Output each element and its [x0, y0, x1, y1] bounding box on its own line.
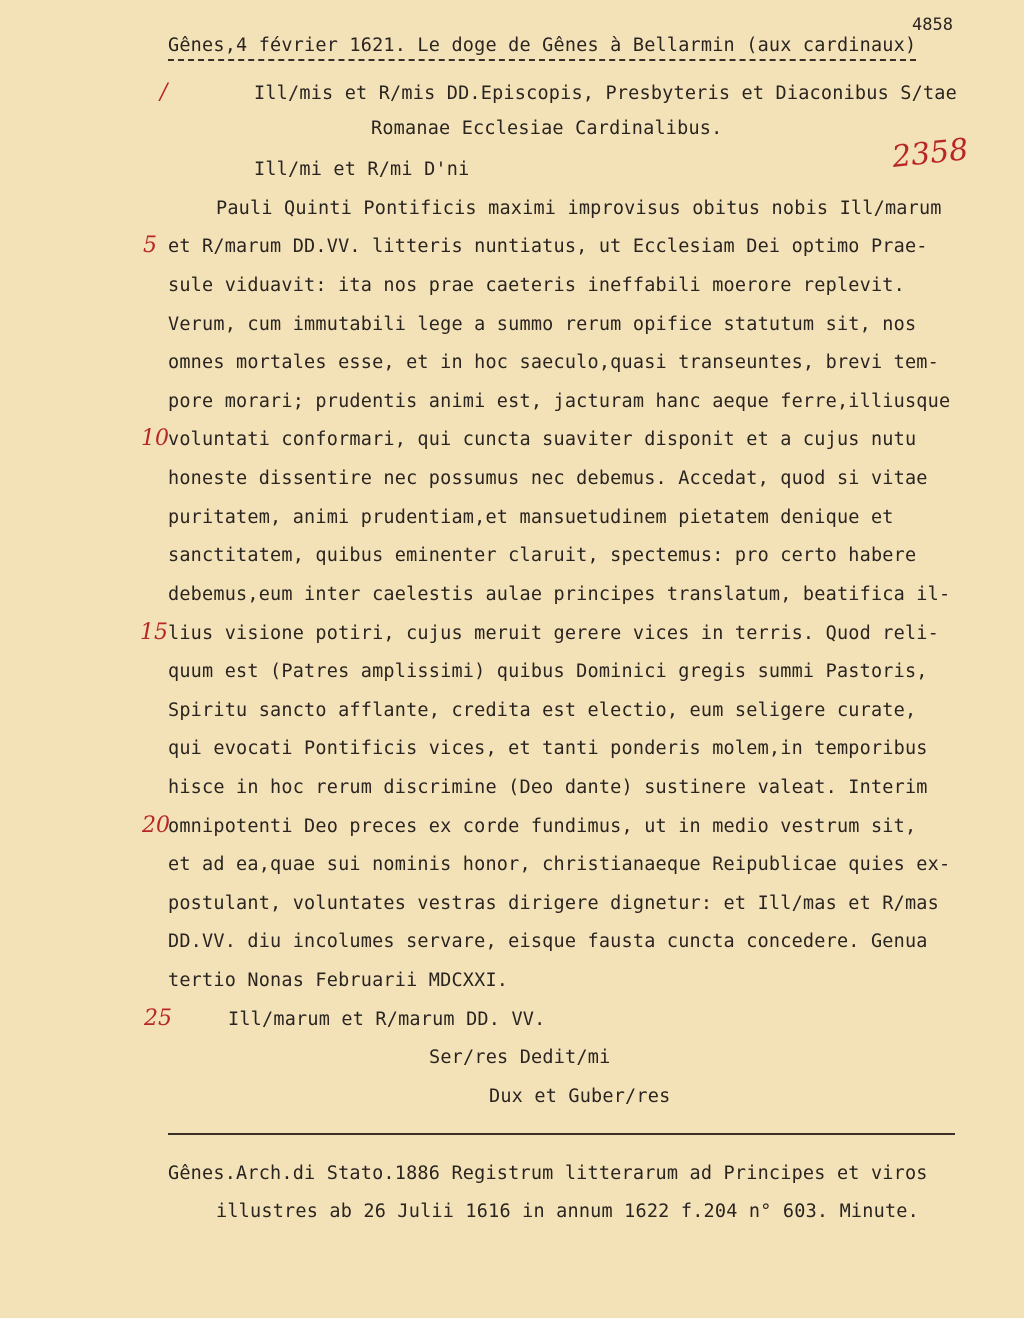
margin-number: /	[160, 80, 168, 105]
body-line: DD.VV. diu incolumes servare, eisque fausta cuncta concedere. Genua	[168, 931, 928, 952]
document-header: Gênes,4 février 1621. Le doge de Gênes à Bellarmin (aux cardinaux)	[168, 34, 916, 61]
body-line: quum est (Patres amplissimi) quibus Dominici gregis summi Pastoris,	[168, 661, 928, 682]
divider-rule	[168, 1133, 955, 1135]
body-line: sanctitatem, quibus eminenter claruit, spectemus: pro certo habere	[168, 545, 917, 566]
margin-number: 20	[142, 813, 170, 838]
margin-number: 5	[143, 233, 157, 258]
body-line: et R/marum DD.VV. litteris nuntiatus, ut Ecclesiam Dei optimo Prae-	[168, 236, 928, 257]
body-line: qui evocati Pontificis vices, et tanti ponderis molem,in temporibus	[168, 738, 928, 759]
signature-line: Dux et Guber/res	[489, 1086, 671, 1107]
salutation: Ill/mi et R/mi D'ni	[254, 159, 470, 180]
body-line: tertio Nonas Februarii MDCXXI.	[168, 970, 509, 991]
body-line: et ad ea,quae sui nominis honor, christianaeque Reipublicae quies ex-	[168, 854, 951, 875]
handwritten-number: 2358	[890, 132, 970, 175]
body-line: sule viduavit: ita nos prae caeteris ineffabili moerore replevit.	[168, 275, 905, 296]
body-line: voluntati conformari, qui cuncta suaviter disponit et a cujus nutu	[168, 429, 917, 450]
margin-number: 25	[144, 1006, 172, 1031]
source-note-line: illustres ab 26 Julii 1616 in annum 1622 f.204 n° 603. Minute.	[216, 1201, 919, 1222]
body-line: omnipotenti Deo preces ex corde fundimus, ut in medio vestrum sit,	[168, 816, 917, 837]
signature-line: Ser/res Dedit/mi	[429, 1047, 611, 1068]
address-line: Romanae Ecclesiae Cardinalibus.	[371, 118, 723, 139]
body-line: postulant, voluntates vestras dirigere dignetur: et Ill/mas et R/mas	[168, 893, 939, 914]
body-line: puritatem, animi prudentiam,et mansuetudinem pietatem denique et	[168, 507, 894, 528]
body-line: lius visione potiri, cujus meruit gerere vices in terris. Quod reli-	[168, 623, 939, 644]
source-note-line: Gênes.Arch.di Stato.1886 Registrum litterarum ad Principes et viros	[168, 1163, 928, 1184]
body-line: debemus,eum inter caelestis aulae principes translatum, beatifica il-	[168, 584, 951, 605]
body-line: hisce in hoc rerum discrimine (Deo dante) sustinere valeat. Interim	[168, 777, 928, 798]
body-line: honeste dissentire nec possumus nec debemus. Accedat, quod si vitae	[168, 468, 928, 489]
closing-line: Ill/marum et R/marum DD. VV.	[228, 1009, 546, 1030]
body-line: Spiritu sancto afflante, credita est electio, eum seligere curate,	[168, 700, 917, 721]
page-number: 4858	[912, 15, 953, 35]
body-line: Pauli Quinti Pontificis maximi improvisus obitus nobis Ill/marum	[216, 198, 942, 219]
body-line: pore morari; prudentis animi est, jacturam hanc aeque ferre,illiusque	[168, 391, 951, 412]
body-line: Verum, cum immutabili lege a summo rerum opifice statutum sit, nos	[168, 314, 917, 335]
margin-number: 10	[141, 426, 169, 451]
body-line: omnes mortales esse, et in hoc saeculo,quasi transeuntes, brevi tem-	[168, 352, 939, 373]
margin-number: 15	[140, 620, 168, 645]
address-line: Ill/mis et R/mis DD.Episcopis, Presbyteris et Diaconibus S/tae	[254, 83, 957, 104]
